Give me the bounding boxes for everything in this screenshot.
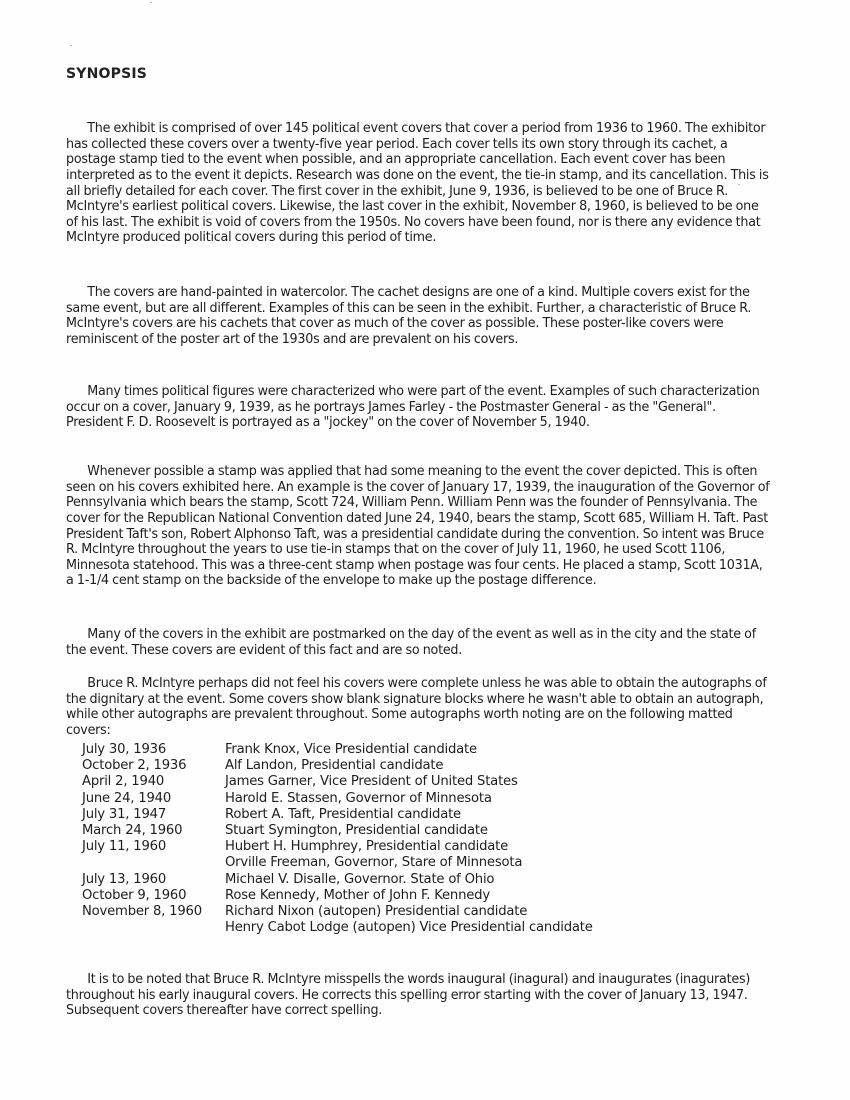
autograph-name: Orville Freeman, Governor, Stare of Minnesota	[225, 855, 523, 871]
autograph-date	[82, 920, 225, 936]
autograph-date: October 9, 1960	[82, 887, 187, 903]
autograph-name: Frank Knox, Vice Presidential candidate	[225, 742, 477, 757]
autograph-name: Stuart Symington, Presidential candidate	[225, 822, 488, 838]
paragraph-autographs-intro: Bruce R. McIntyre perhaps did not feel his covers were complete unless he was able to obtain the autographs of the dignitary at the event. Some covers show blank signature blocks where he wasn't able to obtain an autograph, while other autographs are prevalent throughout. Some autographs worth noting are on the following matted covers:	[66, 676, 767, 738]
autograph-name: Henry Cabot Lodge (autopen) Vice Presidential candidate	[225, 920, 593, 936]
autograph-name: Robert A. Taft, Presidential candidate	[225, 806, 461, 822]
autograph-name: Rose Kennedy, Mother of John F. Kennedy	[225, 887, 490, 903]
paragraph-exhibit-overview: The exhibit is comprised of over 145 political event covers that cover a period from 1936 to 1960. The exhibitor has collected these covers over a twenty-five year period. Each cover tells its own story through its cachet, a postage stamp tied to the event when possible, and an appropriate cancellation. Each event cover has been interpreted as to the event it depicts. Research was done on the event, the tie-in stamp, and its cancellation. This is all briefly detailed for each cover. The first cover in the exhibit, June 9, 1936, is believed to be one of Bruce R. McIntyre's earliest political covers. Likewise, the last cover in the exhibit, November 8, 1960, is believed to be one of his last. The exhibit is void of covers from the 1950s. No covers have been found, nor is there any evidence that McIntyre produced political covers during this period of time.	[66, 121, 769, 246]
autograph-name: Michael V. Disalle, Governor. State of Ohio	[225, 871, 495, 887]
autograph-row	[82, 823, 593, 839]
autograph-name: Hubert H. Humphrey, Presidential candidate	[225, 839, 509, 855]
autograph-date: November 8, 1960	[82, 903, 202, 919]
scan-speck	[150, 2, 152, 3]
autograph-row	[82, 855, 593, 871]
paragraph-characterizations: Many times political figures were characterized who were part of the event. Examples of such characterization occur on a cover, January 9, 1939, as he portrays James Farley - the Postmaster General - as the "General". President F. D. Roosevelt is portrayed as a "jockey" on the cover of November 5, 1940.	[66, 384, 760, 431]
paragraph-spelling-note: It is to be noted that Bruce R. McIntyre misspells the words inaugural (inagural) and inaugurates (inagurates) throughout his early inaugural covers. He corrects this spelling error starting with the cover of January 13, 1947. Subsequent covers thereafter have correct spelling.	[66, 972, 751, 1019]
paragraph-postmarks: Many of the covers in the exhibit are postmarked on the day of the event as well as in the city and the state of the event. These covers are evident of this fact and are so noted.	[66, 627, 756, 658]
autograph-row	[82, 904, 593, 920]
autograph-row	[82, 758, 593, 774]
autograph-row	[82, 742, 593, 758]
autograph-row	[82, 774, 593, 790]
autograph-date	[82, 855, 225, 871]
autograph-row	[82, 807, 593, 823]
autograph-date: July 11, 1960	[82, 839, 167, 855]
autograph-date: July 31, 1947	[82, 806, 167, 822]
autograph-date: July 13, 1960	[82, 871, 167, 887]
autograph-date: March 24, 1960	[82, 822, 183, 838]
autograph-row	[82, 888, 593, 904]
autograph-name: Harold E. Stassen, Governor of Minnesota	[225, 790, 492, 806]
autograph-list	[82, 742, 593, 936]
autograph-date: April 2, 1940	[82, 774, 165, 790]
autograph-row	[82, 791, 593, 807]
scan-speck	[70, 45, 72, 46]
autograph-date: June 24, 1940	[82, 790, 172, 806]
autograph-name: James Garner, Vice President of United States	[225, 774, 518, 790]
autograph-row	[82, 872, 593, 888]
autograph-name: Richard Nixon (autopen) Presidential candidate	[225, 903, 528, 919]
autograph-row	[82, 920, 593, 936]
autograph-row	[82, 839, 593, 855]
paragraph-tie-in-stamps: Whenever possible a stamp was applied that had some meaning to the event the cover depicted. This is often seen on his covers exhibited here. An example is the cover of January 17, 1939, the inauguration of the Governor of Pennsylvania which bears the stamp, Scott 724, William Penn. William Penn was the founder of Pennsylvania. The cover for the Republican National Convention dated June 24, 1940, bears the stamp, Scott 685, William H. Taft. Past President Taft's son, Robert Alphonso Taft, was a presidential candidate during the convention. So intent was Bruce R. McIntyre throughout the years to use tie-in stamps that on the cover of July 11, 1960, he used Scott 1106, Minnesota statehood. This was a three-cent stamp when postage was four cents. He placed a stamp, Scott 1031A, a 1-1/4 cent stamp on the backside of the envelope to make up the postage difference.	[66, 464, 770, 589]
document-title: SYNOPSIS	[66, 66, 148, 82]
autograph-name: Alf Landon, Presidential candidate	[225, 758, 444, 774]
paragraph-watercolor-covers: The covers are hand-painted in watercolor. The cachet designs are one of a kind. Multiple covers exist for the same event, but are all different. Examples of this can be seen in the exhibit. Further, a characteristic of Bruce R. McIntyre's covers are his cachets that cover as much of the cover as possible. These poster-like covers were reminiscent of the poster art of the 1930s and are prevalent on his covers.	[66, 285, 752, 347]
autograph-date: July 30, 1936	[82, 742, 167, 757]
autograph-date: October 2, 1936	[82, 758, 187, 774]
